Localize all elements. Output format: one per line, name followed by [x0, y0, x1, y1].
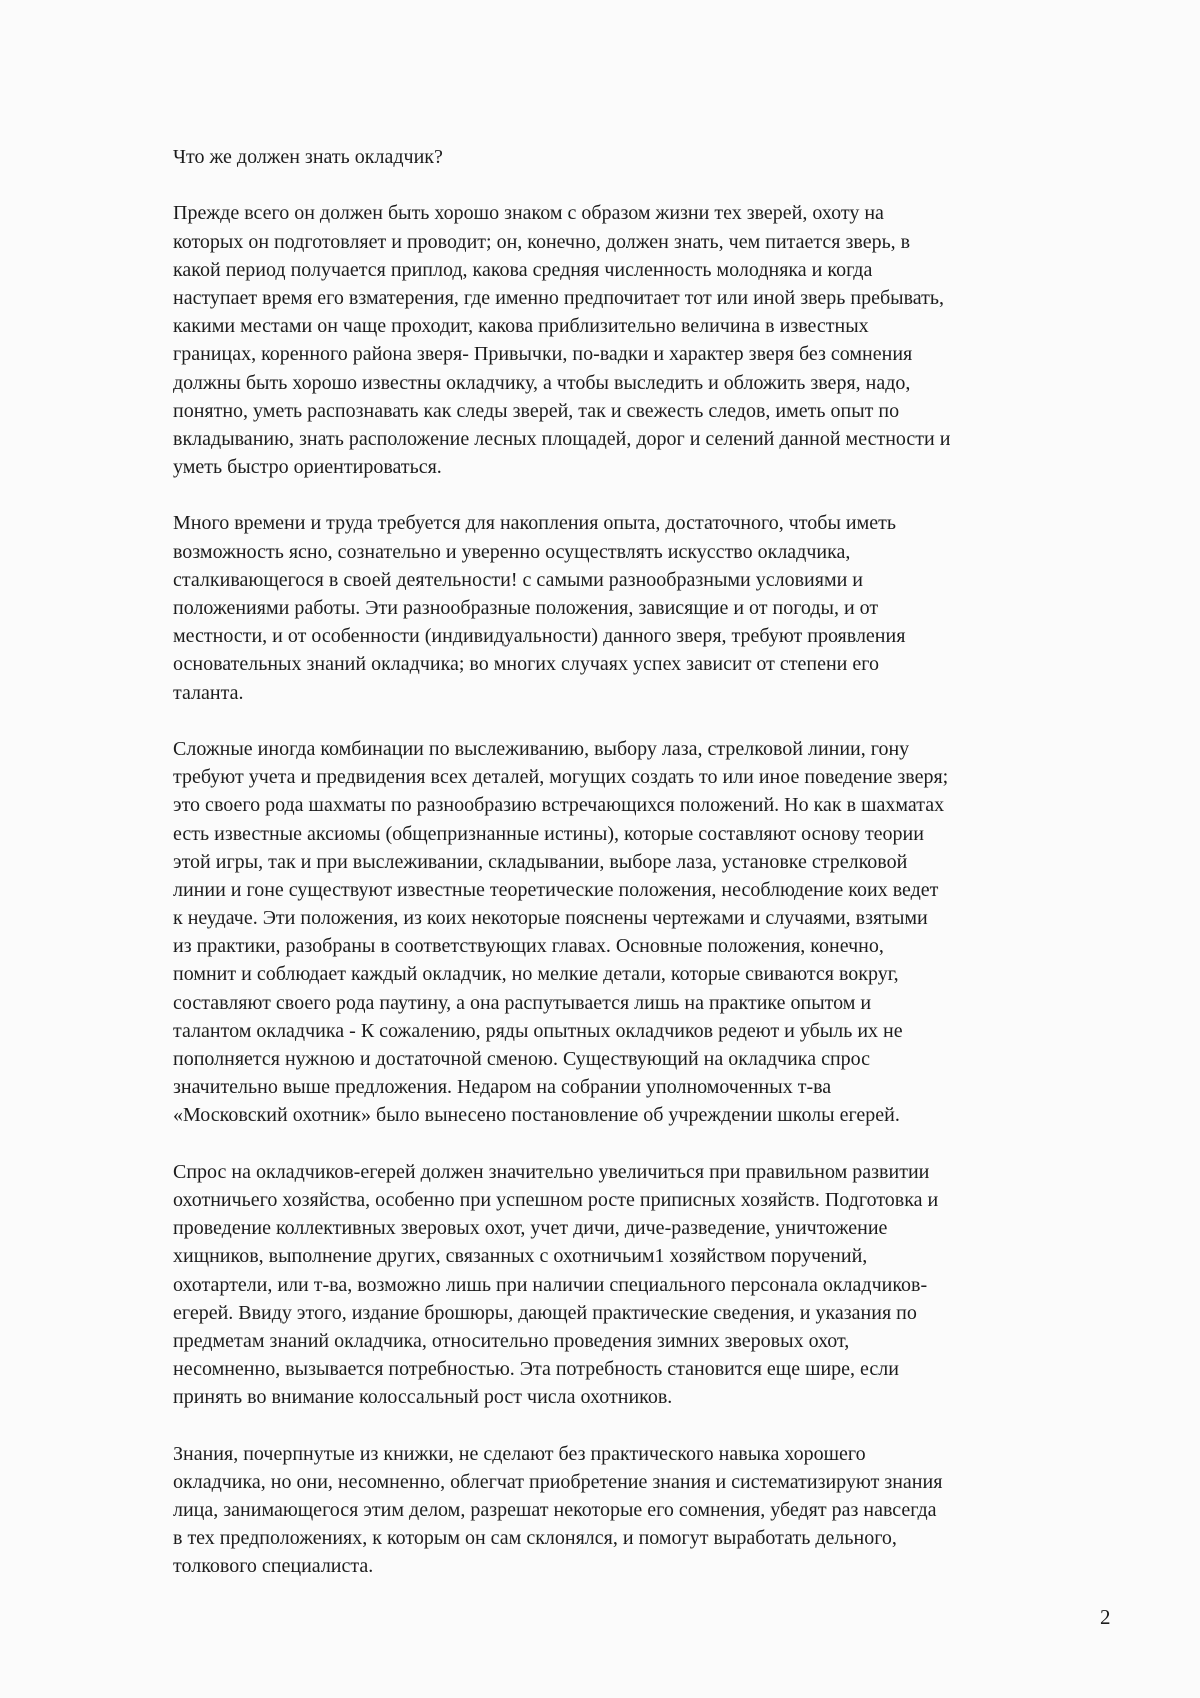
text-line: талантом окладчика - К сожалению, ряды опытных окладчиков редеют и убыль их не — [173, 1017, 1133, 1045]
text-line: Знания, почерпнутые из книжки, не сделают без практического навыка хорошего — [173, 1440, 1133, 1468]
text-line: Прежде всего он должен быть хорошо знаком с образом жизни тех зверей, охоту на — [173, 199, 1133, 227]
body-paragraph — [173, 509, 1133, 706]
text-line: хищников, выполнение других, связанных с охотничьим1 хозяйством поручений, — [173, 1242, 1133, 1270]
document-body — [173, 143, 1133, 1609]
text-line: основательных знаний окладчика; во многих случаях успех зависит от степени его — [173, 650, 1133, 678]
text-line: границах, коренного района зверя- Привычки, по-вадки и характер зверя без сомнения — [173, 340, 1133, 368]
text-line: сталкивающегося в своей деятельности! с самыми разнообразными условиями и — [173, 566, 1133, 594]
text-line: это своего рода шахматы по разнообразию встречающихся положений. Но как в шахматах — [173, 791, 1133, 819]
text-line: Сложные иногда комбинации по выслеживанию, выбору лаза, стрелковой линии, гону — [173, 735, 1133, 763]
document-page — [0, 0, 1200, 1698]
text-line: наступает время его взматерения, где именно предпочитает тот или иной зверь пребывать, — [173, 284, 1133, 312]
text-line: в тех предположениях, к которым он сам склонялся, и помогут выработать дельного, — [173, 1524, 1133, 1552]
text-line: должны быть хорошо известны окладчику, а чтобы выследить и обложить зверя, надо, — [173, 369, 1133, 397]
body-paragraph — [173, 1440, 1133, 1581]
text-line: егерей. Ввиду этого, издание брошюры, дающей практические сведения, и указания по — [173, 1299, 1133, 1327]
heading-line: Что же должен знать окладчик? — [173, 143, 1133, 171]
text-line: Много времени и труда требуется для накопления опыта, достаточного, чтобы иметь — [173, 509, 1133, 537]
text-line: охотартели, или т-ва, возможно лишь при наличии специального персонала окладчиков- — [173, 1271, 1133, 1299]
section-heading — [173, 143, 1133, 171]
text-line: толкового специалиста. — [173, 1552, 1133, 1580]
text-line: «Московский охотник» было вынесено постановление об учреждении школы егерей. — [173, 1101, 1133, 1129]
text-line: Спрос на окладчиков-егерей должен значительно увеличиться при правильном развитии — [173, 1158, 1133, 1186]
text-line: какими местами он чаще проходит, какова приблизительно величина в известных — [173, 312, 1133, 340]
text-line: составляют своего рода паутину, а она распутывается лишь на практике опытом и — [173, 989, 1133, 1017]
text-line: положениями работы. Эти разнообразные положения, зависящие и от погоды, и от — [173, 594, 1133, 622]
body-paragraph — [173, 735, 1133, 1130]
text-line: какой период получается приплод, какова средняя численность молодняка и когда — [173, 256, 1133, 284]
text-line: проведение коллективных зверовых охот, учет дичи, диче-разведение, уничтожение — [173, 1214, 1133, 1242]
text-line: значительно выше предложения. Недаром на собрании уполномоченных т-ва — [173, 1073, 1133, 1101]
text-line: охотничьего хозяйства, особенно при успешном росте приписных хозяйств. Подготовка и — [173, 1186, 1133, 1214]
text-line: таланта. — [173, 679, 1133, 707]
text-line: понятно, уметь распознавать как следы зверей, так и свежесть следов, иметь опыт по — [173, 397, 1133, 425]
text-line: вкладыванию, знать расположение лесных площадей, дорог и селений данной местности и — [173, 425, 1133, 453]
text-line: линии и гоне существуют известные теоретические положения, несоблюдение коих ведет — [173, 876, 1133, 904]
text-line: из практики, разобраны в соответствующих главах. Основные положения, конечно, — [173, 932, 1133, 960]
text-line: помнит и соблюдает каждый окладчик, но мелкие детали, которые свиваются вокруг, — [173, 960, 1133, 988]
text-line: принять во внимание колоссальный рост числа охотников. — [173, 1383, 1133, 1411]
text-line: окладчика, но они, несомненно, облегчат приобретение знания и систематизируют знания — [173, 1468, 1133, 1496]
text-line: уметь быстро ориентироваться. — [173, 453, 1133, 481]
text-line: требуют учета и предвидения всех деталей, могущих создать то или иное поведение зверя; — [173, 763, 1133, 791]
text-line: возможность ясно, сознательно и уверенно осуществлять искусство окладчика, — [173, 538, 1133, 566]
text-line: несомненно, вызывается потребностью. Эта потребность становится еще шире, если — [173, 1355, 1133, 1383]
page-number: 2 — [1100, 1605, 1111, 1630]
text-line: местности, и от особенности (индивидуальности) данного зверя, требуют проявления — [173, 622, 1133, 650]
text-line: пополняется нужною и достаточной сменою. Существующий на окладчика спрос — [173, 1045, 1133, 1073]
body-paragraph — [173, 199, 1133, 481]
text-line: предметам знаний окладчика, относительно проведения зимних зверовых охот, — [173, 1327, 1133, 1355]
text-line: которых он подготовляет и проводит; он, конечно, должен знать, чем питается зверь, в — [173, 228, 1133, 256]
text-line: лица, занимающегося этим делом, разрешат некоторые его сомнения, убедят раз навсегда — [173, 1496, 1133, 1524]
text-line: этой игры, так и при выслеживании, складывании, выборе лаза, установке стрелковой — [173, 848, 1133, 876]
text-line: есть известные аксиомы (общепризнанные истины), которые составляют основу теории — [173, 820, 1133, 848]
text-line: к неудаче. Эти положения, из коих некоторые пояснены чертежами и случаями, взятыми — [173, 904, 1133, 932]
body-paragraph — [173, 1158, 1133, 1412]
